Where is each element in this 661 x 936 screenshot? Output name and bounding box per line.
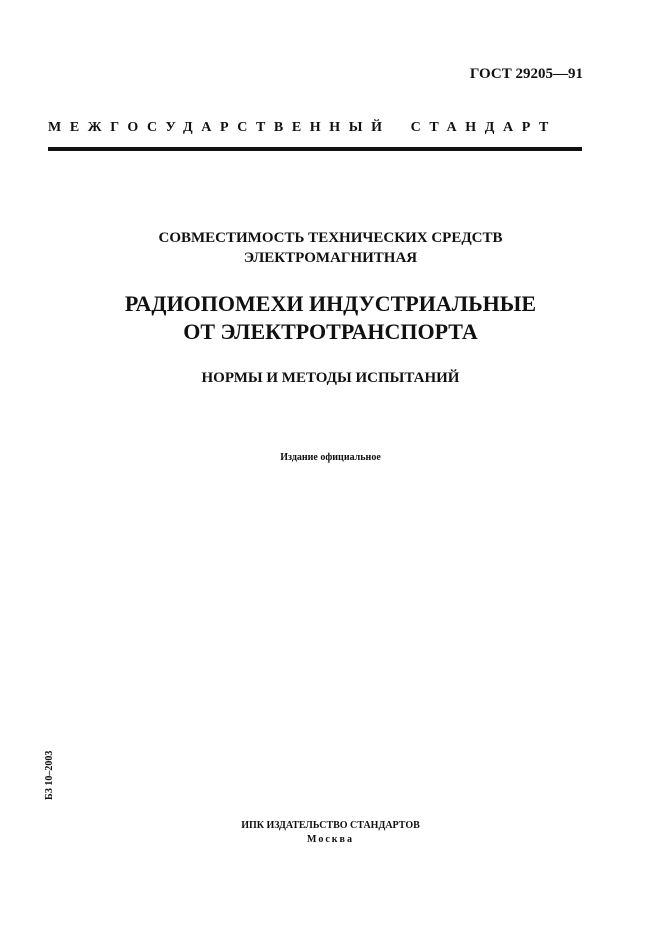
subtitle-line-2: ЭЛЕКТРОМАГНИТНАЯ bbox=[243, 250, 418, 266]
publisher-name: ИПК ИЗДАТЕЛЬСТВО СТАНДАРТОВ bbox=[241, 820, 420, 831]
header-rule bbox=[48, 147, 582, 151]
publisher-block bbox=[0, 819, 661, 847]
side-code bbox=[43, 720, 55, 800]
publisher-city: Москва bbox=[307, 834, 354, 845]
title-line-2: ОТ ЭЛЕКТРОТРАНСПОРТА bbox=[183, 319, 478, 344]
document-number: ГОСТ 29205—91 bbox=[469, 66, 583, 82]
standard-type-word-1: МЕЖГОСУДАРСТВЕННЫЙ bbox=[48, 120, 391, 135]
document-norms-heading: НОРМЫ И МЕТОДЫ ИСПЫТАНИЙ bbox=[201, 370, 460, 386]
standard-type-label bbox=[48, 120, 582, 136]
document-subtitle bbox=[0, 228, 661, 268]
document-title bbox=[0, 290, 661, 346]
edition-label: Издание официальное bbox=[280, 452, 381, 463]
title-line-1: РАДИОПОМЕХИ ИНДУСТРИАЛЬНЫЕ bbox=[124, 291, 537, 316]
side-code-text: БЗ 10–2003 bbox=[44, 750, 55, 800]
subtitle-line-1: СОВМЕСТИМОСТЬ ТЕХНИЧЕСКИХ СРЕДСТВ bbox=[158, 230, 503, 246]
standard-type-word-2: СТАНДАРТ bbox=[410, 120, 557, 135]
